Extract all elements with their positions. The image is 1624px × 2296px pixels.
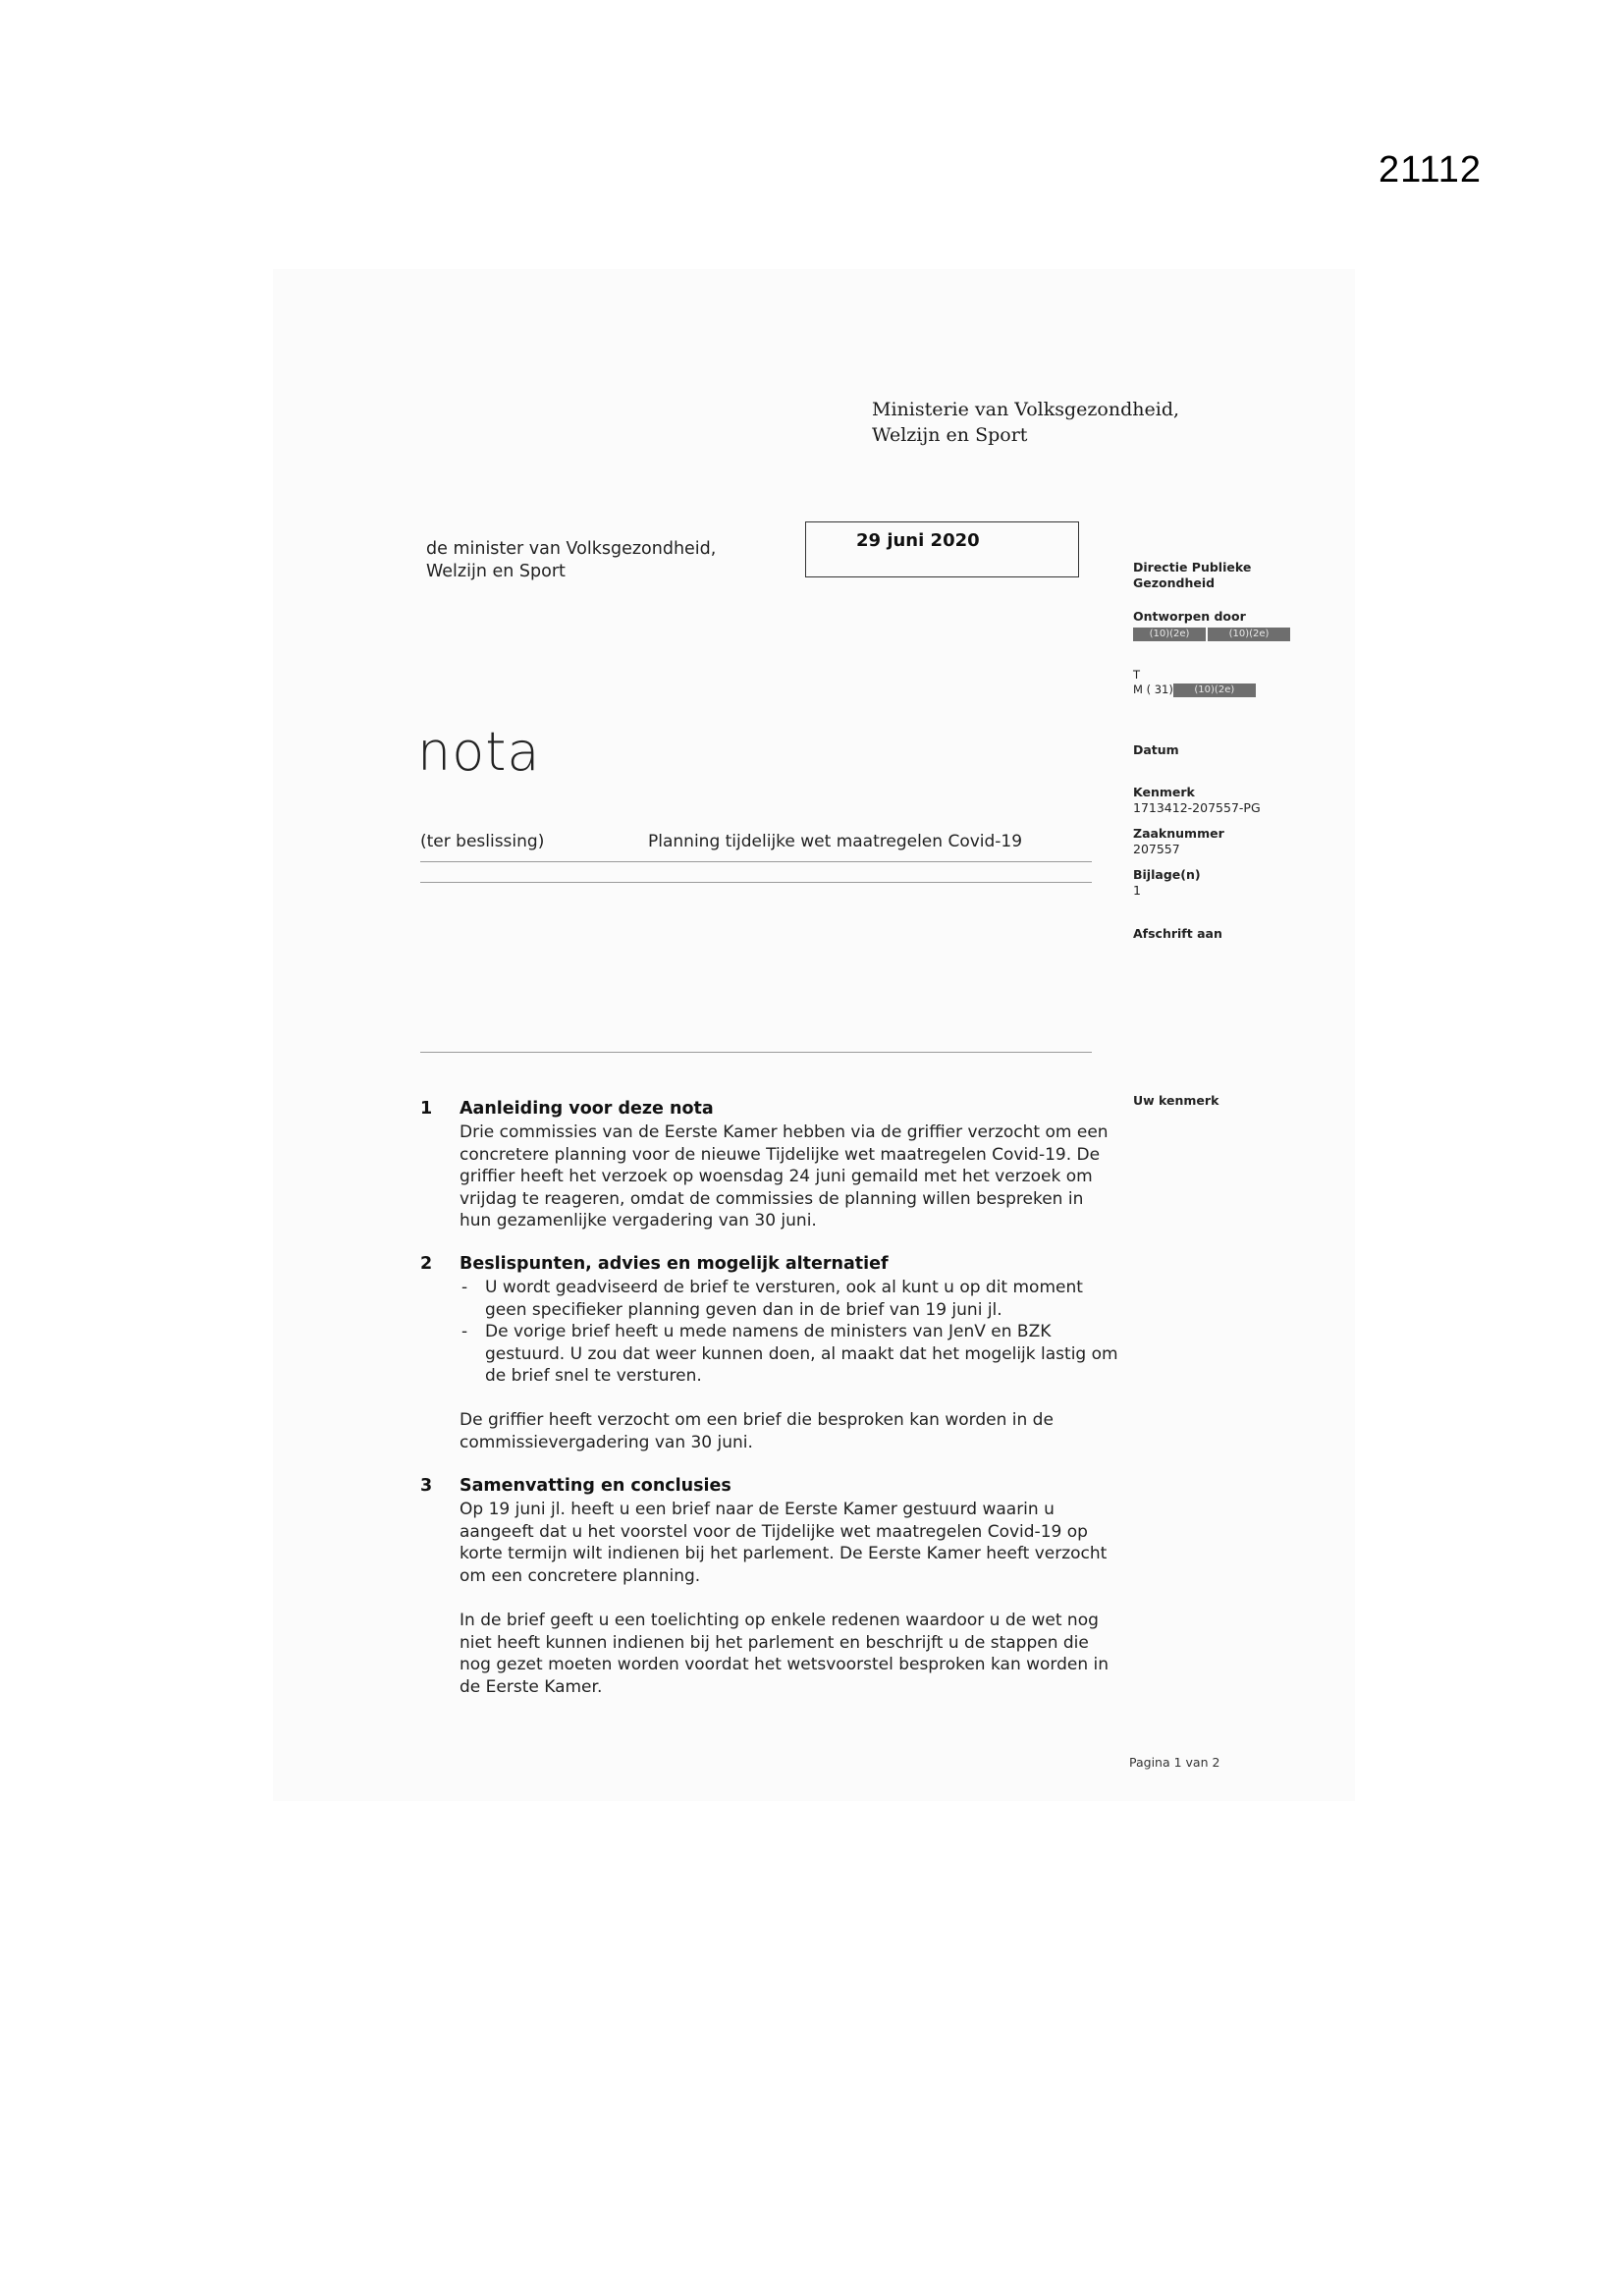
section-title: Samenvatting en conclusies	[460, 1476, 731, 1496]
document-title: nota	[417, 721, 541, 783]
redaction-box: (10)(2e)	[1208, 628, 1290, 641]
kenmerk-value: 1713412-207557-PG	[1133, 800, 1261, 815]
section-paragraph: De griffier heeft verzocht om een brief die besproken kan worden in de commissievergadering van 30 juni.	[460, 1410, 1054, 1452]
recipient-block	[426, 538, 716, 583]
bijlage-value: 1	[1133, 883, 1141, 898]
section-number: 1	[420, 1099, 433, 1119]
afschrift-label: Afschrift aan	[1133, 926, 1222, 941]
directie-line-2: Gezondheid	[1133, 575, 1216, 590]
redaction-box: (10)(2e)	[1173, 683, 1256, 697]
list-item: - U wordt geadviseerd de brief te versturen, ook al kunt u op dit moment geen specifieker planning geven dan in de brief van 19 juni jl.	[460, 1277, 1119, 1321]
ministry-line-2: Welzijn en Sport	[872, 424, 1028, 446]
sidebar-directie	[1133, 560, 1251, 591]
directie-line-1: Directie Publieke	[1133, 560, 1252, 574]
section-number: 3	[420, 1476, 433, 1496]
document-id: 21112	[1379, 149, 1483, 191]
kenmerk-label: Kenmerk	[1133, 785, 1195, 799]
zaaknummer-value: 207557	[1133, 842, 1180, 856]
redaction-box: (10)(2e)	[1133, 628, 1206, 641]
divider	[420, 882, 1092, 883]
sidebar-zaaknummer	[1133, 826, 1224, 857]
divider	[420, 1052, 1092, 1053]
ministry-header	[872, 397, 1179, 448]
ontworpen-label: Ontworpen door	[1133, 609, 1246, 624]
list-item: - De vorige brief heeft u mede namens de ministers van JenV en BZK gestuurd. U zou dat weer kunnen doen, al maakt dat het mogelijk lastig om de brief snel te versturen.	[460, 1321, 1119, 1388]
section-title: Beslispunten, advies en mogelijk alternatief	[460, 1254, 889, 1274]
date-box-text: 29 juni 2020	[856, 530, 980, 551]
page-number: Pagina 1 van 2	[1129, 1755, 1220, 1770]
sidebar-bijlage	[1133, 867, 1201, 899]
section-title: Aanleiding voor deze nota	[460, 1099, 714, 1119]
sidebar-contact	[1133, 668, 1256, 697]
divider	[420, 861, 1092, 862]
section-paragraph: Drie commissies van de Eerste Kamer hebben via de griffier verzocht om een concretere planning voor de nieuwe Tijdelijke wet maatregelen Covid-19. De griffier heeft het verzoek op woensdag 24 juni gemaild met het verzoek om vrijdag te reageren, omdat de commissies de planning willen bespreken in hun gezamenlijke vergadering van 30 juni.	[460, 1122, 1109, 1231]
zaaknummer-label: Zaaknummer	[1133, 826, 1224, 841]
ministry-line-1: Ministerie van Volksgezondheid,	[872, 399, 1180, 420]
recipient-line-1: de minister van Volksgezondheid,	[426, 539, 717, 559]
sidebar-kenmerk	[1133, 785, 1261, 816]
advice-list	[460, 1277, 1119, 1388]
decision-tag: (ter beslissing)	[420, 832, 545, 851]
section-paragraph: Op 19 juni jl. heeft u een brief naar de Eerste Kamer gestuurd waarin u aangeeft dat u het voorstel voor de Tijdelijke wet maatregelen Covid-19 op korte termijn wilt indienen bij het parlement. De Eerste Kamer heeft verzocht om een concretere planning.	[460, 1500, 1108, 1586]
section-number: 2	[420, 1254, 433, 1274]
sidebar-ontworpen	[1133, 609, 1290, 641]
subject-line: Planning tijdelijke wet maatregelen Covid-19	[648, 832, 1023, 851]
recipient-line-2: Welzijn en Sport	[426, 562, 566, 581]
bijlage-label: Bijlage(n)	[1133, 867, 1201, 882]
mobile-label: M ( 31)	[1133, 683, 1173, 696]
datum-label: Datum	[1133, 742, 1179, 757]
section-paragraph-2: In de brief geeft u een toelichting op enkele redenen waardoor u de wet nog niet heeft kunnen indienen bij het parlement en beschrijft u de stappen die nog gezet moeten worden voordat het wetsvoorstel besproken kan worden in de Eerste Kamer.	[460, 1611, 1110, 1697]
uw-kenmerk-label: Uw kenmerk	[1133, 1093, 1219, 1108]
phone-label: T	[1133, 668, 1141, 682]
